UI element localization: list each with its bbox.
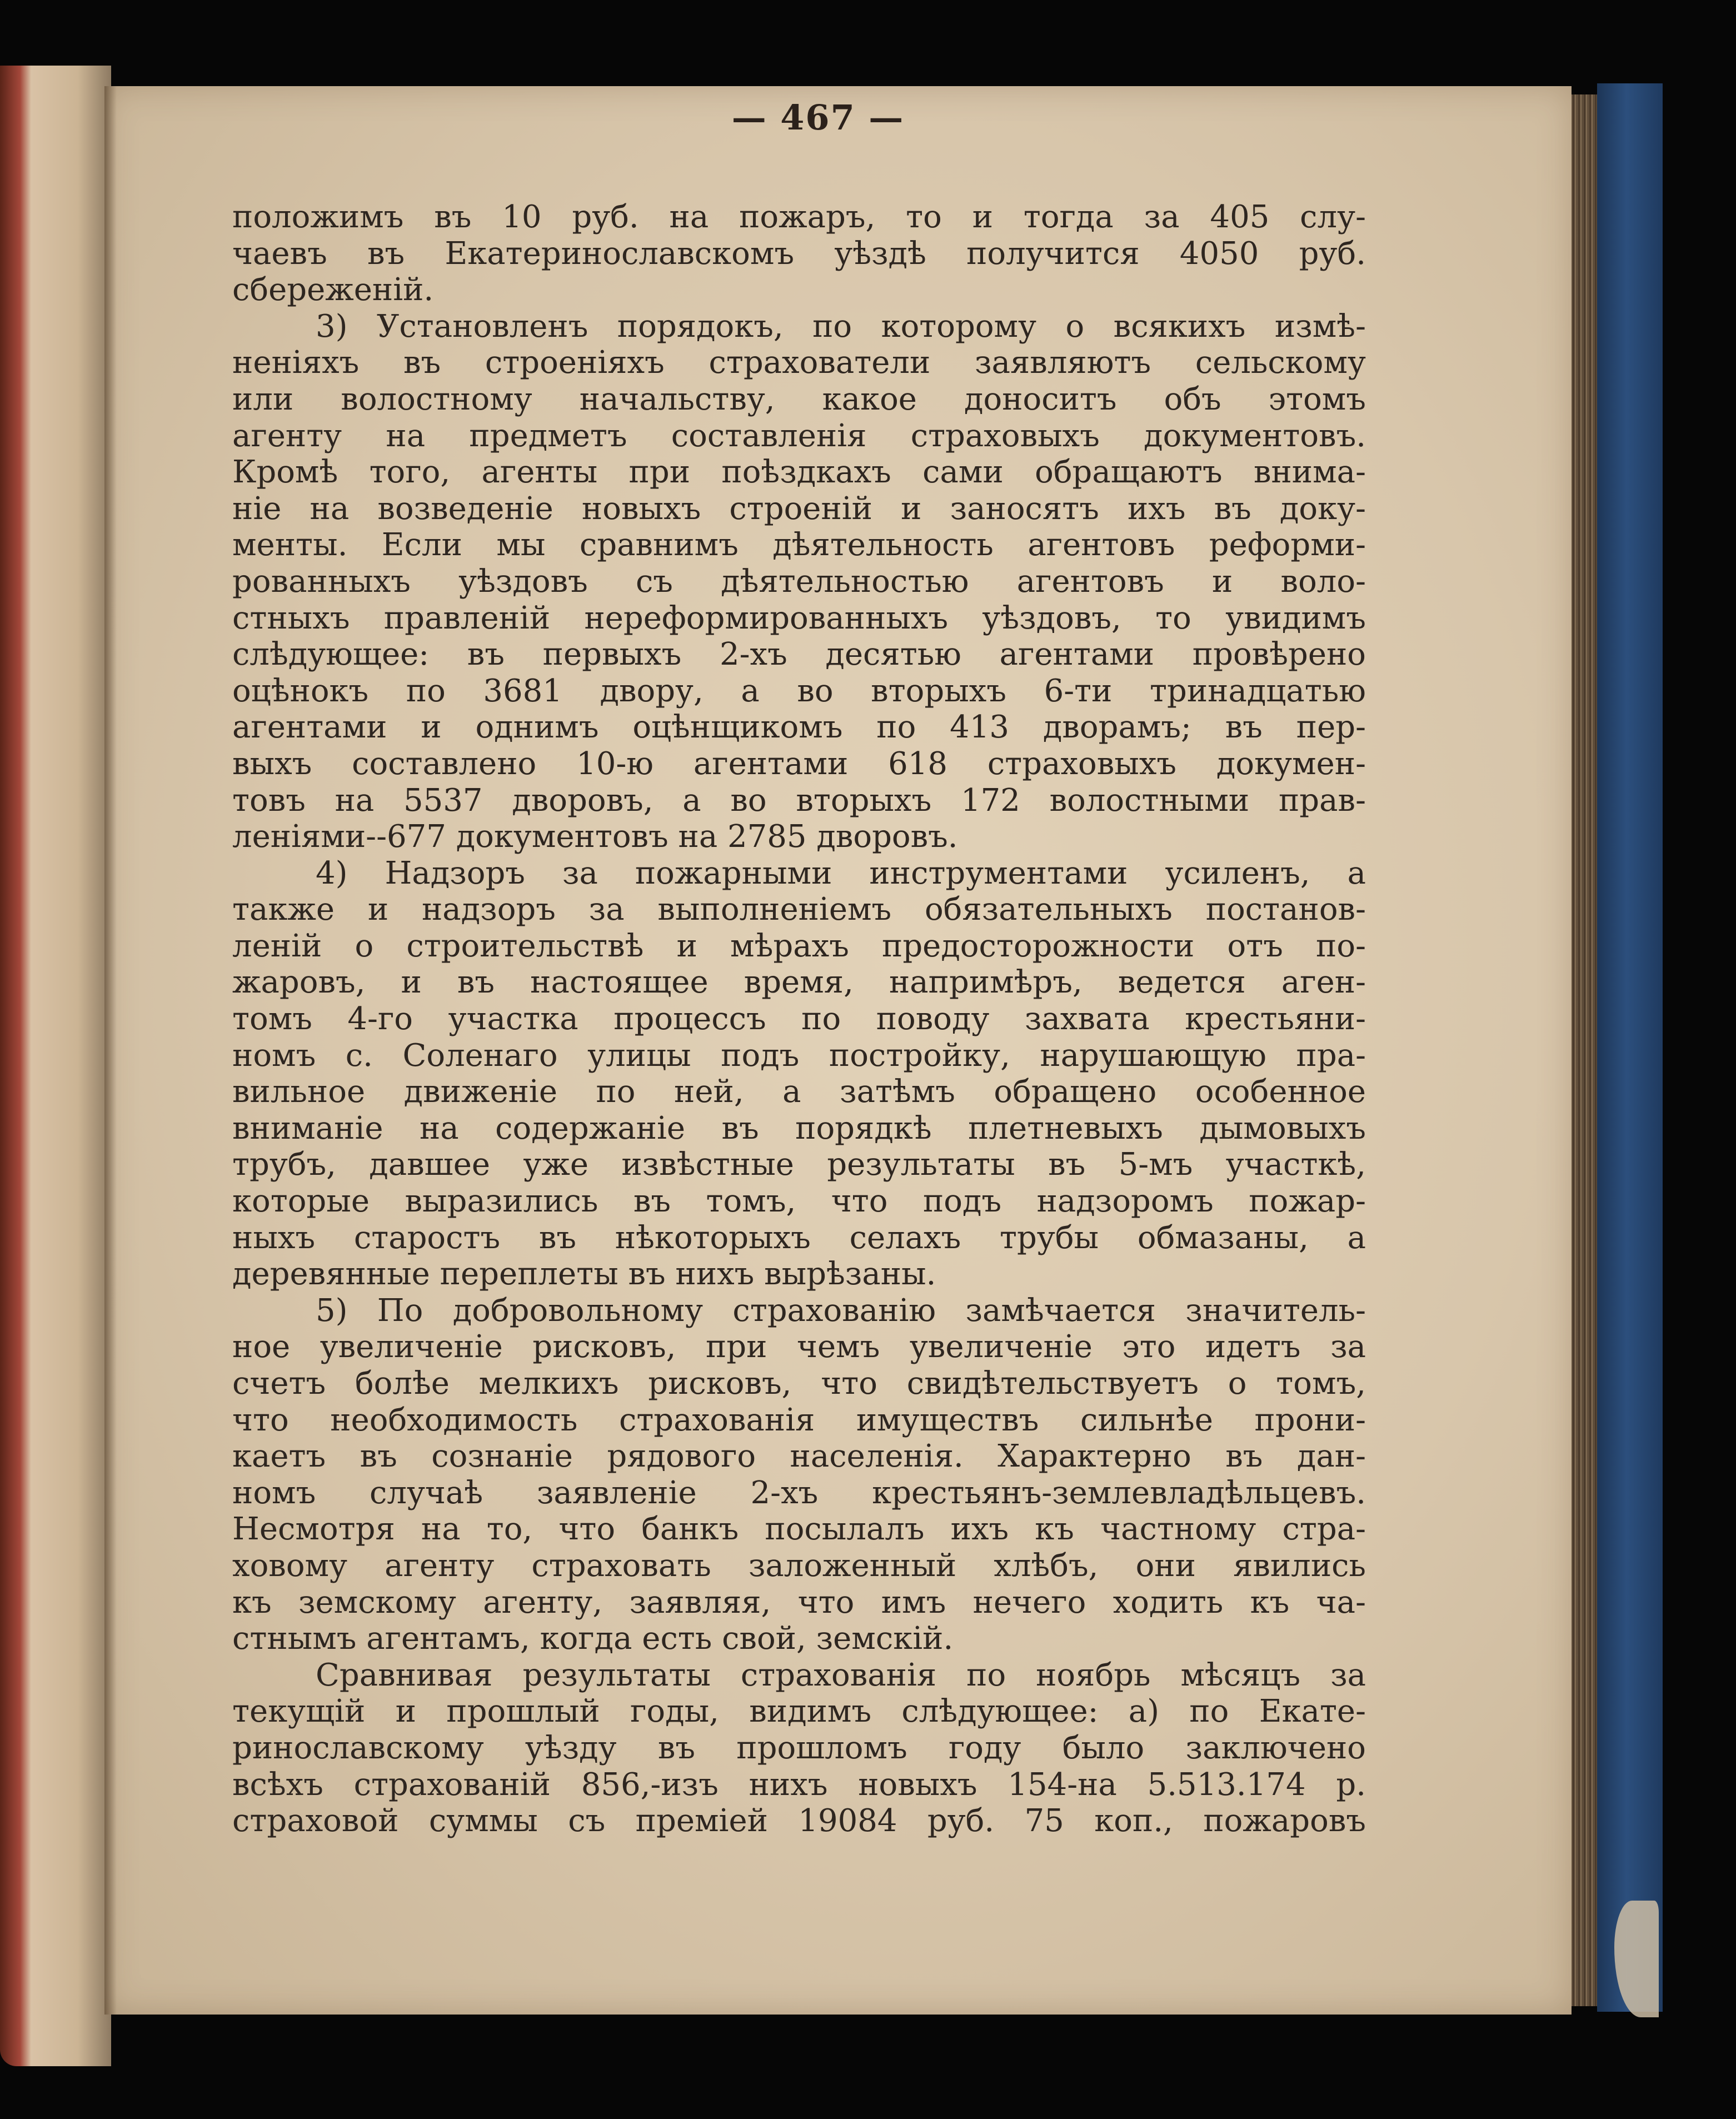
text-line: что необходимость страхованія имуществъ сильнѣе прони- (232, 1402, 1366, 1438)
text-line: менты. Если мы сравнимъ дѣятельность агентовъ реформи- (232, 527, 1366, 564)
text-line: деревянные переплеты въ нихъ вырѣзаны. (232, 1256, 936, 1293)
text-line: неніяхъ въ строеніяхъ страхователи заявляютъ сельскому (232, 345, 1366, 381)
left-page-edge (0, 66, 111, 2066)
text-line: стнымъ агентамъ, когда есть свой, земскій. (232, 1621, 954, 1657)
text-line: вильное движеніе по ней, а затѣмъ обращено особенное (232, 1074, 1366, 1110)
text-line: леній о строительствѣ и мѣрахъ предосторожности отъ по- (232, 928, 1366, 964)
text-line: Кромѣ того, агенты при поѣздкахъ сами обращаютъ внима- (232, 454, 1366, 491)
text-line: 5) По добровольному страхованію замѣчается значитель- (316, 1292, 1366, 1329)
text-line: также и надзоръ за выполненіемъ обязательныхъ постанов- (232, 891, 1366, 928)
text-line: агенту на предметъ составленія страховыхъ документовъ. (232, 417, 1366, 454)
text-line: каетъ въ сознаніе рядового населенія. Характерно въ дан- (232, 1438, 1366, 1475)
page-spine-shadow (104, 86, 117, 2015)
text-line: страховой суммы съ преміей 19084 руб. 75 коп., пожаровъ (232, 1803, 1366, 1839)
text-line: текущій и прошлый годы, видимъ слѣдующее: а) по Екате- (232, 1693, 1366, 1730)
text-line: 3) Установленъ порядокъ, по которому о всякихъ измѣ- (316, 308, 1366, 345)
text-line: 4) Надзоръ за пожарными инструментами усиленъ, а (316, 855, 1366, 891)
text-line: леніями--677 документовъ на 2785 дворовъ. (232, 819, 958, 855)
text-line: положимъ въ 10 руб. на пожаръ, то и тогда за 405 слу- (232, 199, 1366, 235)
text-line: ное увеличеніе рисковъ, при чемъ увеличеніе это идетъ за (232, 1329, 1366, 1365)
text-line: ховому агенту страховать заложенный хлѣбъ, они явились (232, 1547, 1366, 1584)
text-line: сбереженій. (232, 272, 434, 308)
text-line: вниманіе на содержаніе въ порядкѣ плетневыхъ дымовыхъ (232, 1110, 1366, 1146)
text-line: всѣхъ страхованій 856,-изъ нихъ новыхъ 154-на 5.513.174 р. (232, 1766, 1366, 1803)
text-line: жаровъ, и въ настоящее время, напримѣръ, ведется аген- (232, 964, 1366, 1001)
text-line: томъ 4-го участка процессъ по поводу захвата крестьяни- (232, 1001, 1366, 1038)
text-line: Сравнивая результаты страхованія по ноябрь мѣсяцъ за (316, 1657, 1366, 1693)
text-line: счетъ болѣе мелкихъ рисковъ, что свидѣтельствуетъ о томъ, (232, 1365, 1366, 1402)
text-line: номъ с. Соленаго улицы подъ постройку, нарушающую пра- (232, 1037, 1366, 1074)
page-stack-edge (1572, 94, 1597, 2006)
page-body-text (232, 199, 1366, 1839)
book-cover (1597, 83, 1663, 2012)
text-line: ныхъ старостъ въ нѣкоторыхъ селахъ трубы обмазаны, а (232, 1219, 1366, 1256)
text-line: или волостному начальству, какое доноситъ объ этомъ (232, 381, 1366, 417)
text-line: выхъ составлено 10-ю агентами 618 страховыхъ докумен- (232, 745, 1366, 782)
text-line: ринославскому уѣзду въ прошломъ году было заключено (232, 1729, 1366, 1766)
text-line: къ земскому агенту, заявляя, что имъ нечего ходить къ ча- (232, 1584, 1366, 1621)
text-line: которые выразились въ томъ, что подъ надзоромъ пожар- (232, 1183, 1366, 1220)
text-line: стныхъ правленій нереформированныхъ уѣздовъ, то увидимъ (232, 600, 1366, 636)
text-line: трубъ, давшее уже извѣстные результаты въ 5-мъ участкѣ, (232, 1146, 1366, 1183)
text-line: слѣдующее: въ первыхъ 2-хъ десятью агентами провѣрено (232, 636, 1366, 673)
text-line: оцѣнокъ по 3681 двору, а во вторыхъ 6-ти тринадцатью (232, 672, 1366, 709)
text-line: чаевъ въ Екатеринославскомъ уѣздѣ получится 4050 руб. (232, 235, 1366, 272)
text-line: агентами и однимъ оцѣнщикомъ по 413 дворамъ; въ пер- (232, 709, 1366, 746)
text-line: номъ случаѣ заявленіе 2-хъ крестьянъ-землевладѣльцевъ. (232, 1474, 1366, 1511)
text-line: товъ на 5537 дворовъ, а во вторыхъ 172 волостными прав- (232, 782, 1366, 819)
text-line: Несмотря на то, что банкъ посылалъ ихъ къ частному стра- (232, 1511, 1366, 1548)
text-line: рованныхъ уѣздовъ съ дѣятельностью агентовъ и воло- (232, 563, 1366, 600)
page-number: — 467 — (731, 97, 905, 138)
text-line: ніе на возведеніе новыхъ строеній и заносятъ ихъ въ доку- (232, 490, 1366, 527)
